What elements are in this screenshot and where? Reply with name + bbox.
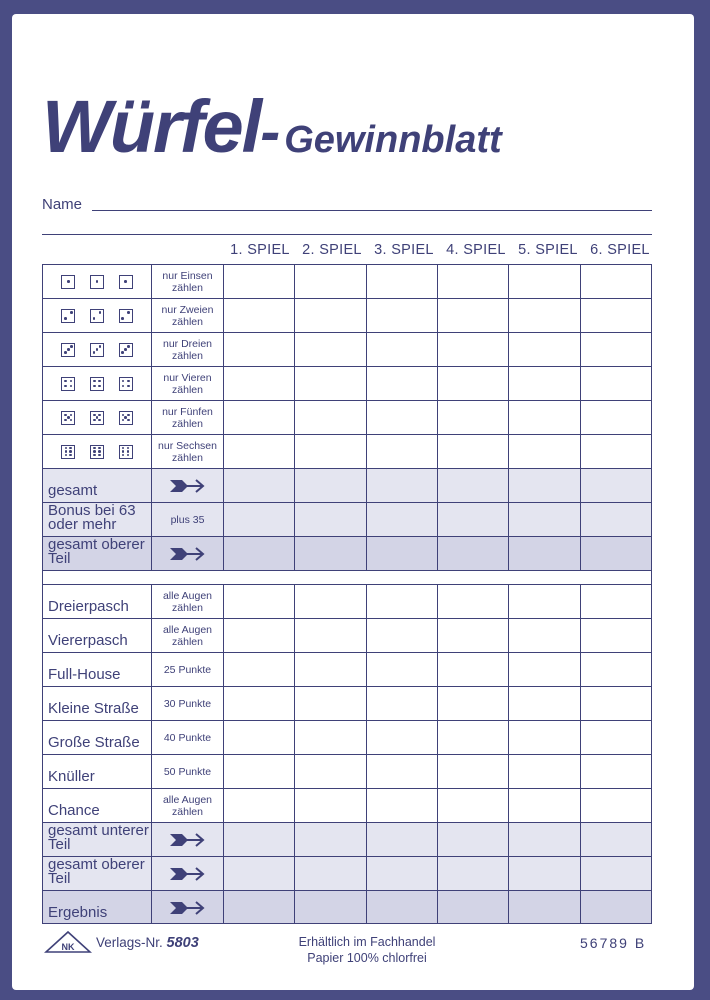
lower-total-row-3: [42, 890, 652, 924]
score-cell-game-5[interactable]: [509, 585, 580, 618]
hint-cell: [152, 435, 224, 468]
row-label: Dreierpasch: [48, 598, 129, 615]
score-cell-game-2[interactable]: [295, 653, 366, 686]
row-label: gesamt oberer Teil: [48, 856, 145, 887]
upper-total-row-2: [42, 502, 652, 536]
score-cell-game-4[interactable]: [438, 653, 509, 686]
hint-cell: [152, 619, 224, 652]
upper-total-row-3: [42, 536, 652, 570]
score-cell-game-4[interactable]: [438, 721, 509, 754]
hint-cell: [152, 265, 224, 298]
score-sheet: [12, 14, 694, 990]
row-label-cell: [42, 537, 152, 570]
row-label: gesamt: [48, 482, 98, 499]
score-cell-game-5[interactable]: [509, 823, 580, 856]
score-cell-game-2[interactable]: [295, 619, 366, 652]
column-header-1: 1. SPIEL: [230, 242, 290, 258]
score-cell-game-4[interactable]: [438, 585, 509, 618]
publisher-number: [96, 935, 199, 951]
score-cell-game-1[interactable]: [224, 401, 295, 434]
score-cell-game-1[interactable]: [224, 755, 295, 788]
row-label: Chance: [48, 802, 100, 819]
score-cell-game-4[interactable]: [438, 401, 509, 434]
row-label-cell: [42, 653, 152, 686]
hint-text: nur Einsen zählen: [162, 269, 213, 294]
score-cell-game-5[interactable]: [509, 299, 580, 332]
hint-cell: [152, 687, 224, 720]
die-3-icon: [119, 343, 133, 357]
score-cell-game-4[interactable]: [438, 755, 509, 788]
score-cell-game-3[interactable]: [367, 789, 438, 822]
die-6-icon: [119, 445, 133, 459]
score-cell-game-1[interactable]: [224, 857, 295, 890]
score-cell-game-6[interactable]: [581, 653, 652, 686]
hint-text: nur Sechsen zählen: [158, 439, 217, 464]
die-3-icon: [61, 343, 75, 357]
arrow-right-icon: [170, 866, 206, 882]
score-cell-game-1[interactable]: [224, 333, 295, 366]
score-cell-game-1[interactable]: [224, 585, 295, 618]
die-4-icon: [119, 377, 133, 391]
score-cell-game-5[interactable]: [509, 367, 580, 400]
publisher-logo-icon: [44, 930, 92, 959]
upper-row-2: [42, 298, 652, 332]
hint-cell: [152, 653, 224, 686]
score-cell-game-2[interactable]: [295, 299, 366, 332]
footer-notes: [262, 934, 472, 966]
row-label-cell: [42, 755, 152, 788]
verlag-number: 5803: [166, 935, 199, 951]
hint-cell: [152, 721, 224, 754]
score-cell-game-4[interactable]: [438, 469, 509, 502]
score-cell-game-4[interactable]: [438, 333, 509, 366]
lower-row-7: [42, 788, 652, 822]
score-cell-game-3[interactable]: [367, 687, 438, 720]
score-cell-game-6[interactable]: [581, 619, 652, 652]
upper-row-1: [42, 264, 652, 298]
score-cell-game-5[interactable]: [509, 401, 580, 434]
score-cell-game-4[interactable]: [438, 435, 509, 468]
score-cell-game-3[interactable]: [367, 857, 438, 890]
score-cell-game-1[interactable]: [224, 265, 295, 298]
score-cell-game-6[interactable]: [581, 299, 652, 332]
hint-text: plus 35: [170, 513, 205, 526]
title-dash: -: [260, 98, 281, 165]
upper-row-6: [42, 434, 652, 468]
score-cell-game-3[interactable]: [367, 755, 438, 788]
score-cell-game-6[interactable]: [581, 755, 652, 788]
score-cell-game-5[interactable]: [509, 619, 580, 652]
score-cell-game-3[interactable]: [367, 721, 438, 754]
hint-text: 50 Punkte: [163, 765, 212, 778]
score-cell-game-6[interactable]: [581, 585, 652, 618]
score-cell-game-1[interactable]: [224, 653, 295, 686]
arrow-cell: [152, 823, 224, 856]
lower-row-6: [42, 754, 652, 788]
row-label-cell: [42, 789, 152, 822]
arrow-cell: [152, 469, 224, 502]
score-cell-game-3[interactable]: [367, 653, 438, 686]
lower-row-1: [42, 584, 652, 618]
die-3-icon: [90, 343, 104, 357]
score-cell-game-1[interactable]: [224, 299, 295, 332]
score-grid: [42, 250, 652, 921]
die-5-icon: [119, 411, 133, 425]
score-cell-game-1[interactable]: [224, 435, 295, 468]
score-cell-game-6[interactable]: [581, 265, 652, 298]
score-cell-game-3[interactable]: [367, 503, 438, 536]
dice-group: [42, 299, 152, 332]
score-cell-game-5[interactable]: [509, 333, 580, 366]
score-cell-game-3[interactable]: [367, 435, 438, 468]
score-cell-game-4[interactable]: [438, 367, 509, 400]
row-label-cell: [42, 823, 152, 856]
score-cell-game-2[interactable]: [295, 333, 366, 366]
score-cell-game-3[interactable]: [367, 823, 438, 856]
score-cell-game-3[interactable]: [367, 299, 438, 332]
score-cell-game-1[interactable]: [224, 367, 295, 400]
hint-text: nur Fünfen zählen: [162, 405, 213, 430]
lower-total-row-1: [42, 822, 652, 856]
hint-cell: [152, 299, 224, 332]
title-sub: Gewinnblatt: [284, 119, 502, 161]
column-header-4: 4. SPIEL: [446, 242, 506, 258]
column-header-2: 2. SPIEL: [302, 242, 362, 258]
row-label-cell: [42, 891, 152, 924]
upper-row-3: [42, 332, 652, 366]
score-cell-game-5[interactable]: [509, 265, 580, 298]
hint-cell: [152, 503, 224, 536]
die-4-icon: [61, 377, 75, 391]
upper-total-row-1: [42, 468, 652, 502]
lower-total-row-2: [42, 856, 652, 890]
arrow-right-icon: [170, 478, 206, 494]
die-6-icon: [61, 445, 75, 459]
arrow-right-icon: [170, 546, 206, 562]
row-label: gesamt unterer Teil: [48, 822, 149, 853]
score-cell-game-2[interactable]: [295, 789, 366, 822]
row-label: Bonus bei 63 oder mehr: [48, 502, 136, 533]
upper-row-4: [42, 366, 652, 400]
score-cell-game-6[interactable]: [581, 687, 652, 720]
score-cell-game-1[interactable]: [224, 619, 295, 652]
hint-text: 30 Punkte: [163, 697, 212, 710]
dice-group: [42, 401, 152, 434]
hint-text: nur Dreien zählen: [162, 337, 213, 362]
score-cell-game-5[interactable]: [509, 653, 580, 686]
row-label-cell: [42, 299, 152, 332]
hint-text: 25 Punkte: [163, 663, 212, 676]
score-cell-game-6[interactable]: [581, 789, 652, 822]
dice-group: [42, 367, 152, 400]
sheet-title: [42, 84, 502, 169]
column-header-6: 6. SPIEL: [590, 242, 650, 258]
score-cell-game-1[interactable]: [224, 687, 295, 720]
score-cell-game-5[interactable]: [509, 721, 580, 754]
row-label-cell: [42, 857, 152, 890]
row-label-cell: [42, 401, 152, 434]
score-cell-game-4[interactable]: [438, 687, 509, 720]
hint-cell: [152, 401, 224, 434]
score-cell-game-5[interactable]: [509, 469, 580, 502]
score-cell-game-2[interactable]: [295, 469, 366, 502]
score-cell-game-6[interactable]: [581, 857, 652, 890]
score-cell-game-6[interactable]: [581, 367, 652, 400]
product-code: 56789 B: [580, 935, 647, 951]
score-cell-game-4[interactable]: [438, 503, 509, 536]
score-cell-game-4[interactable]: [438, 299, 509, 332]
hint-text: 40 Punkte: [163, 731, 212, 744]
score-cell-game-5[interactable]: [509, 537, 580, 570]
row-label: Große Straße: [48, 734, 140, 751]
score-cell-game-4[interactable]: [438, 789, 509, 822]
score-cell-game-1[interactable]: [224, 537, 295, 570]
lower-row-4: [42, 686, 652, 720]
dice-group: [42, 333, 152, 366]
score-cell-game-3[interactable]: [367, 585, 438, 618]
hint-text: nur Zweien zählen: [161, 303, 214, 328]
score-cell-game-6[interactable]: [581, 435, 652, 468]
arrow-cell: [152, 857, 224, 890]
score-cell-game-6[interactable]: [581, 891, 652, 924]
hint-text: alle Augen zählen: [162, 793, 213, 818]
score-cell-game-6[interactable]: [581, 823, 652, 856]
score-cell-game-6[interactable]: [581, 721, 652, 754]
row-label: gesamt oberer Teil: [48, 536, 145, 567]
score-cell-game-4[interactable]: [438, 265, 509, 298]
score-cell-game-3[interactable]: [367, 401, 438, 434]
score-cell-game-1[interactable]: [224, 503, 295, 536]
score-cell-game-1[interactable]: [224, 469, 295, 502]
row-label: Viererpasch: [48, 632, 128, 649]
score-cell-game-5[interactable]: [509, 891, 580, 924]
row-label: Kleine Straße: [48, 700, 139, 717]
score-cell-game-6[interactable]: [581, 503, 652, 536]
title-main: Würfel: [42, 85, 261, 168]
score-cell-game-5[interactable]: [509, 789, 580, 822]
die-1-icon: [61, 275, 75, 289]
row-label: Knüller: [48, 768, 95, 785]
score-cell-game-4[interactable]: [438, 823, 509, 856]
score-cell-game-3[interactable]: [367, 619, 438, 652]
die-4-icon: [90, 377, 104, 391]
score-cell-game-6[interactable]: [581, 401, 652, 434]
arrow-cell: [152, 537, 224, 570]
dice-group: [42, 265, 152, 298]
hint-cell: [152, 755, 224, 788]
score-cell-game-6[interactable]: [581, 537, 652, 570]
score-cell-game-3[interactable]: [367, 537, 438, 570]
row-label-cell: [42, 435, 152, 468]
score-cell-game-2[interactable]: [295, 755, 366, 788]
row-label-cell: [42, 585, 152, 618]
header-divider: [42, 234, 652, 235]
score-cell-game-3[interactable]: [367, 891, 438, 924]
row-label-cell: [42, 265, 152, 298]
score-cell-game-4[interactable]: [438, 857, 509, 890]
hint-text: alle Augen zählen: [162, 589, 213, 614]
footer-line-2: Papier 100% chlorfrei: [307, 951, 427, 965]
die-5-icon: [61, 411, 75, 425]
score-cell-game-2[interactable]: [295, 891, 366, 924]
row-label-cell: [42, 469, 152, 502]
score-cell-game-3[interactable]: [367, 333, 438, 366]
row-label-cell: [42, 333, 152, 366]
score-cell-game-3[interactable]: [367, 469, 438, 502]
score-cell-game-5[interactable]: [509, 435, 580, 468]
score-cell-game-3[interactable]: [367, 265, 438, 298]
column-header-5: 5. SPIEL: [518, 242, 578, 258]
score-cell-game-4[interactable]: [438, 537, 509, 570]
row-label-cell: [42, 687, 152, 720]
lower-row-2: [42, 618, 652, 652]
score-cell-game-2[interactable]: [295, 537, 366, 570]
score-cell-game-6[interactable]: [581, 333, 652, 366]
hint-text: nur Vieren zählen: [163, 371, 212, 396]
score-cell-game-2[interactable]: [295, 823, 366, 856]
score-cell-game-2[interactable]: [295, 687, 366, 720]
score-cell-game-3[interactable]: [367, 367, 438, 400]
footer-line-1: Erhältlich im Fachhandel: [298, 935, 436, 949]
score-cell-game-1[interactable]: [224, 891, 295, 924]
row-label: Full-House: [48, 666, 121, 683]
score-cell-game-6[interactable]: [581, 469, 652, 502]
lower-row-3: [42, 652, 652, 686]
name-field[interactable]: [92, 210, 652, 211]
score-cell-game-2[interactable]: [295, 435, 366, 468]
score-cell-game-2[interactable]: [295, 265, 366, 298]
score-cell-game-2[interactable]: [295, 401, 366, 434]
die-2-icon: [61, 309, 75, 323]
score-cell-game-2[interactable]: [295, 585, 366, 618]
logo-text: NK: [61, 942, 75, 952]
column-header-3: 3. SPIEL: [374, 242, 434, 258]
die-6-icon: [90, 445, 104, 459]
name-label: Name: [42, 196, 83, 213]
score-cell-game-5[interactable]: [509, 857, 580, 890]
score-cell-game-1[interactable]: [224, 721, 295, 754]
score-cell-game-4[interactable]: [438, 891, 509, 924]
dice-group: [42, 435, 152, 468]
score-cell-game-4[interactable]: [438, 619, 509, 652]
score-cell-game-2[interactable]: [295, 503, 366, 536]
row-label: Ergebnis: [48, 904, 108, 921]
score-cell-game-1[interactable]: [224, 789, 295, 822]
hint-cell: [152, 367, 224, 400]
die-1-icon: [90, 275, 104, 289]
score-cell-game-5[interactable]: [509, 755, 580, 788]
arrow-cell: [152, 891, 224, 924]
row-label-cell: [42, 619, 152, 652]
hint-cell: [152, 585, 224, 618]
score-cell-game-5[interactable]: [509, 503, 580, 536]
score-cell-game-5[interactable]: [509, 687, 580, 720]
arrow-right-icon: [170, 900, 206, 916]
score-cell-game-2[interactable]: [295, 857, 366, 890]
die-2-icon: [119, 309, 133, 323]
hint-text: alle Augen zählen: [162, 623, 213, 648]
verlag-label: Verlags-Nr.: [96, 935, 163, 950]
row-label-cell: [42, 367, 152, 400]
die-2-icon: [90, 309, 104, 323]
die-5-icon: [90, 411, 104, 425]
hint-cell: [152, 333, 224, 366]
score-cell-game-2[interactable]: [295, 721, 366, 754]
upper-row-5: [42, 400, 652, 434]
arrow-right-icon: [170, 832, 206, 848]
section-gap: [42, 570, 652, 584]
score-cell-game-2[interactable]: [295, 367, 366, 400]
lower-row-5: [42, 720, 652, 754]
hint-cell: [152, 789, 224, 822]
score-cell-game-1[interactable]: [224, 823, 295, 856]
row-label-cell: [42, 503, 152, 536]
row-label-cell: [42, 721, 152, 754]
die-1-icon: [119, 275, 133, 289]
